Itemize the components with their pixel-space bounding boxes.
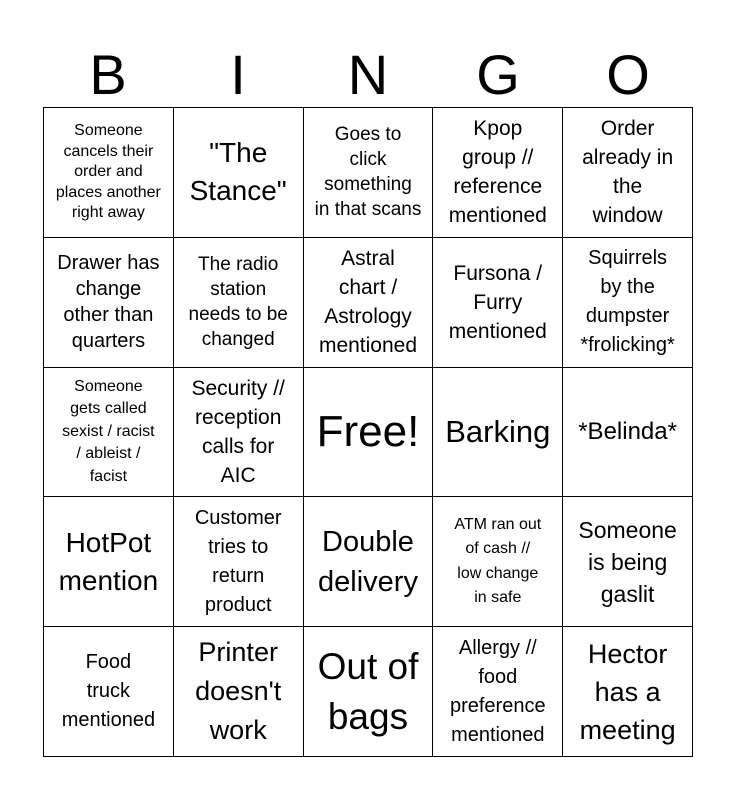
header-letter-b: B: [89, 43, 127, 106]
cell-label: Customer tries to return product: [194, 506, 282, 616]
cell-label: HotPot mention: [58, 526, 159, 596]
cell-label: Allergy // food preference mentioned: [449, 636, 546, 746]
cell-label: Fursona / Furry mentioned: [448, 261, 547, 343]
free-space-cell[interactable]: [304, 368, 434, 498]
bingo-cell[interactable]: [304, 238, 434, 368]
cell-label: Printer doesn't work: [195, 637, 282, 746]
bingo-cell[interactable]: [44, 108, 174, 238]
cell-label: Barking: [445, 413, 551, 449]
cell-label: Someone cancels their order and places another right away: [55, 122, 161, 222]
cell-label: Someone is being gaslit: [578, 516, 677, 607]
cell-label: Squirrels by the dumpster *frolicking*: [580, 247, 675, 357]
bingo-cell[interactable]: [433, 368, 563, 498]
cell-label: Goes to click something in that scans: [314, 124, 422, 221]
cell-label: Security // reception calls for AIC: [191, 376, 285, 487]
cell-label: Astral chart / Astrology mentioned: [318, 247, 418, 358]
cell-label: *Belinda*: [578, 418, 677, 446]
bingo-cell[interactable]: [44, 368, 174, 498]
cell-label: Drawer has change other than quarters: [57, 252, 160, 353]
cell-label: Out of bags: [317, 645, 419, 737]
bingo-cell[interactable]: [44, 238, 174, 368]
bingo-cell[interactable]: [563, 497, 693, 627]
bingo-cell[interactable]: [563, 627, 693, 757]
cell-label: "The Stance": [189, 137, 287, 207]
bingo-cell[interactable]: [174, 497, 304, 627]
cell-label: Double delivery: [318, 525, 418, 598]
cell-label: Kpop group // reference mentioned: [448, 117, 547, 228]
header-letter-n: N: [347, 43, 389, 106]
bingo-cell[interactable]: [304, 627, 434, 757]
header-letter-i: I: [230, 43, 246, 106]
bingo-cell[interactable]: [174, 108, 304, 238]
bingo-cell[interactable]: [433, 627, 563, 757]
bingo-header: [43, 42, 693, 108]
header-letter-o: O: [606, 43, 650, 106]
cell-label: The radio station needs to be changed: [188, 254, 288, 351]
bingo-cell[interactable]: [563, 238, 693, 368]
bingo-cell[interactable]: [44, 497, 174, 627]
bingo-grid: [43, 107, 693, 757]
cell-label: Free!: [316, 406, 420, 456]
bingo-cell[interactable]: [174, 368, 304, 498]
bingo-cell[interactable]: [174, 627, 304, 757]
cell-label: Hector has a meeting: [579, 638, 676, 745]
cell-label: Food truck mentioned: [61, 651, 156, 732]
bingo-cell[interactable]: [433, 497, 563, 627]
bingo-cell[interactable]: [304, 108, 434, 238]
bingo-cell[interactable]: [44, 627, 174, 757]
bingo-cell[interactable]: [174, 238, 304, 368]
header-letter-g: G: [476, 43, 520, 106]
bingo-cell[interactable]: [433, 108, 563, 238]
bingo-cell[interactable]: [433, 238, 563, 368]
cell-label: Someone gets called sexist / racist / ableist / facist: [62, 377, 155, 485]
bingo-cell[interactable]: [563, 108, 693, 238]
bingo-cell[interactable]: [563, 368, 693, 498]
cell-label: ATM ran out of cash // low change in safe: [454, 515, 542, 607]
cell-label: Order already in the window: [582, 117, 674, 228]
bingo-cell[interactable]: [304, 497, 434, 627]
